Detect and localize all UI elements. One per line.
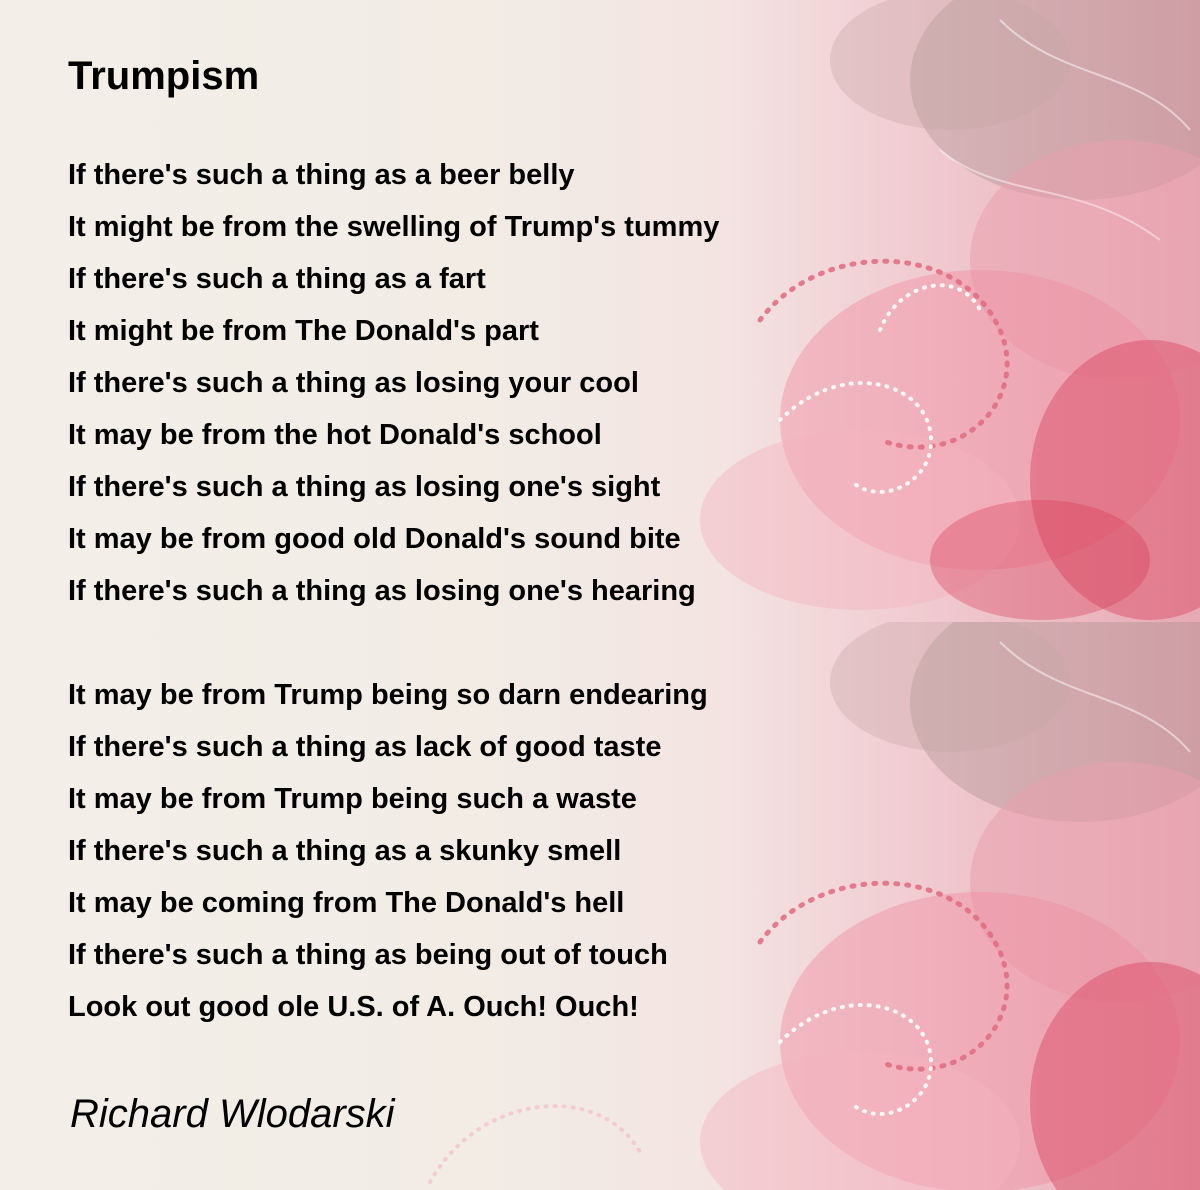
- stanza-2: [68, 675, 708, 1039]
- poem-line: If there's such a thing as being out of touch: [68, 939, 668, 971]
- poem-line: If there's such a thing as losing one's hearing: [68, 575, 696, 607]
- poem-author: Richard Wlodarski: [70, 1092, 395, 1136]
- poem-line: If there's such a thing as lack of good taste: [68, 731, 662, 763]
- poem-line: If there's such a thing as a beer belly: [68, 159, 575, 191]
- poem-line: If there's such a thing as a fart: [68, 263, 486, 295]
- poem-line: If there's such a thing as a skunky smell: [68, 835, 622, 867]
- poem-line: It may be from Trump being such a waste: [68, 783, 637, 815]
- poem-line: It might be from The Donald's part: [68, 315, 539, 347]
- poem-title: Trumpism: [68, 54, 260, 98]
- stanza-1: [68, 155, 719, 623]
- poem-line: It may be from Trump being so darn endearing: [68, 679, 708, 711]
- poem-line: Look out good ole U.S. of A. Ouch! Ouch!: [68, 991, 639, 1023]
- poem-line: It may be from the hot Donald's school: [68, 419, 602, 451]
- poem-line: It might be from the swelling of Trump's tummy: [68, 211, 720, 243]
- poem-line: It may be coming from The Donald's hell: [68, 887, 625, 919]
- poem-line: If there's such a thing as losing one's sight: [68, 471, 661, 503]
- poem-line: If there's such a thing as losing your cool: [68, 367, 639, 399]
- poem-line: It may be from good old Donald's sound bite: [68, 523, 681, 555]
